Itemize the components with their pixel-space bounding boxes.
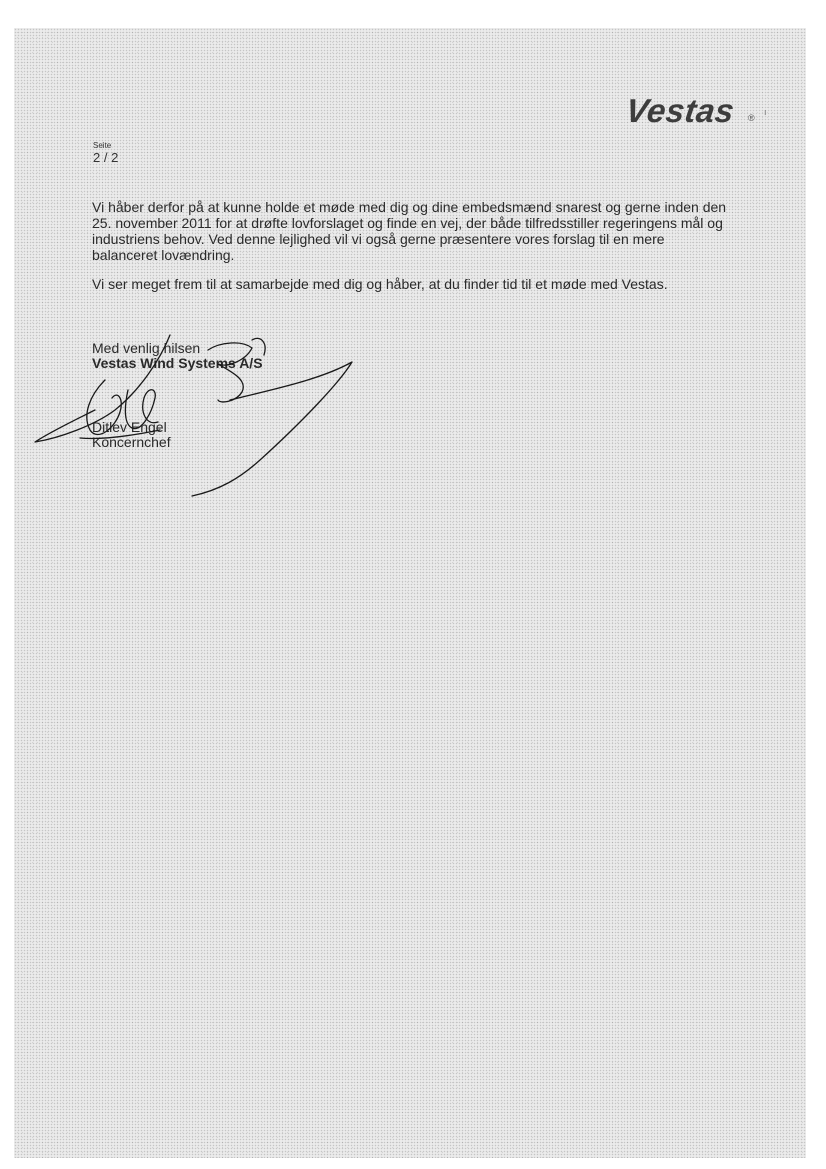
page-label: Seite	[93, 141, 112, 150]
signer-name: Ditlev Engel	[92, 419, 167, 435]
closing-phrase: Med venlig hilsen	[92, 340, 201, 356]
document-page	[14, 28, 806, 1158]
body-paragraph-2: Vi ser meget frem til at samarbejde med dig og håber, at du finder tid til et møde med Vestas.	[92, 276, 668, 292]
vestas-logo: Vestas	[623, 92, 737, 129]
margin-mark: ı	[764, 107, 767, 117]
company-name: Vestas Wind Systems A/S	[92, 355, 263, 371]
registered-mark: ®	[748, 113, 755, 123]
handwritten-signature	[20, 320, 360, 500]
body-paragraph-1: Vi håber derfor på at kunne holde et møde med dig og dine embedsmænd snarest og gerne inden den 25. november 2011 for at drøfte lovforslaget og finde en vej, der både tilfredsstiller regeringens mål og industriens behov. Ved denne lejlighed vil vi også gerne præsentere vores forslag til en mere balanceret lovændring.	[92, 199, 727, 263]
signer-title: Koncernchef	[92, 434, 171, 450]
page-number: 2 / 2	[93, 150, 119, 165]
